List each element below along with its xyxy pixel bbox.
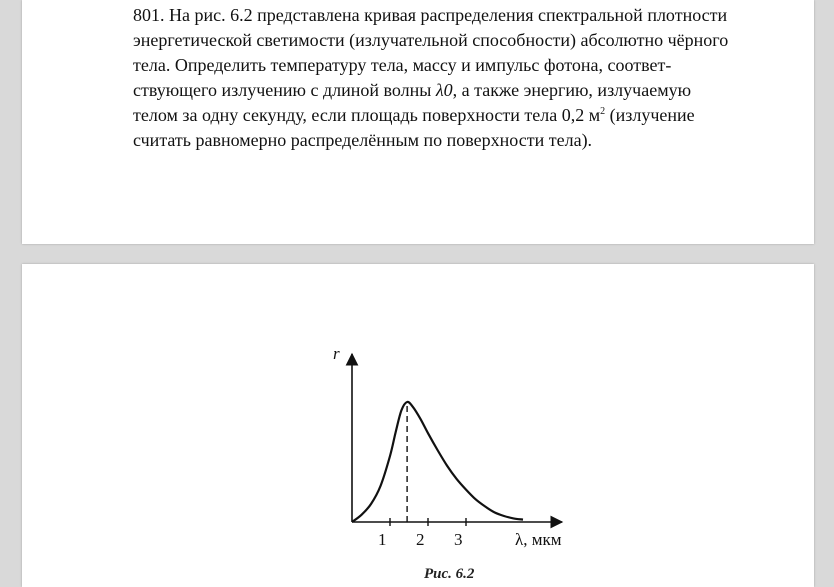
tick-label-1: 1: [378, 530, 387, 549]
lambda-symbol: λ0: [435, 80, 453, 100]
superscript-2: 2: [600, 106, 606, 117]
tick-label-2: 2: [416, 530, 425, 549]
y-axis-label: r: [333, 344, 340, 363]
problem-line-4b: , а также энергию, излучаемую: [452, 80, 692, 100]
spectral-curve: [352, 402, 523, 522]
problem-line-3: тела. Определить температуру тела, массу и импульс фотона, соответ-: [133, 55, 672, 75]
tick-label-3: 3: [454, 530, 463, 549]
problem-line-4a: ствующего излучению с длиной волны: [133, 80, 436, 100]
problem-line-6: считать равномерно распределённым по поверхности тела).: [133, 130, 593, 150]
page-top: [22, 0, 814, 244]
x-axis-label: λ, мкм: [515, 530, 562, 549]
figure-caption: Рис. 6.2: [424, 566, 475, 582]
problem-number: 801.: [133, 5, 165, 25]
problem-line-1: На рис. 6.2 представлена кривая распределения спектральной плотности: [169, 5, 728, 25]
problem-line-2: энергетической светимости (излучательной способности) абсолютно чёрного: [133, 30, 729, 50]
problem-line-5a: телом за одну секунду, если площадь поверхности тела 0,2 м: [133, 105, 601, 125]
problem-text: [133, 3, 773, 153]
problem-line-5b: (излучение: [605, 105, 695, 125]
